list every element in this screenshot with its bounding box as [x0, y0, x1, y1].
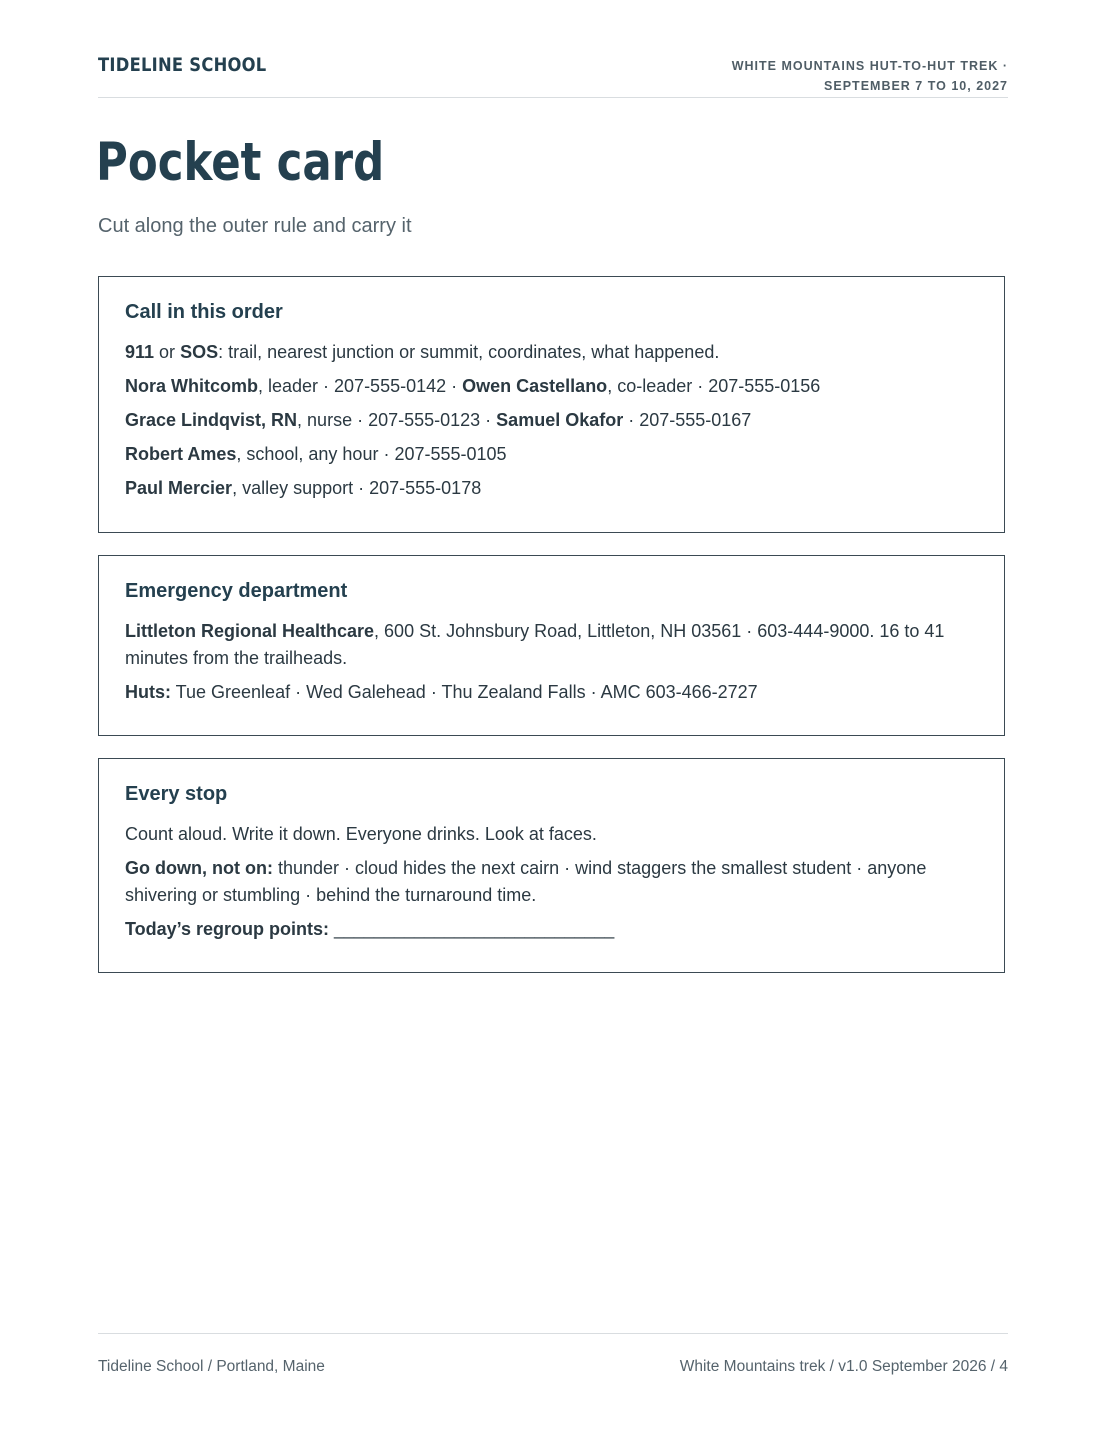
school-brand: TIDELINE SCHOOL	[98, 54, 267, 76]
sos-911: 911	[125, 342, 155, 362]
call-order-card	[98, 276, 1005, 533]
turnaround-rules	[125, 855, 978, 909]
hospital-name: Littleton Regional Healthcare	[125, 621, 375, 641]
regroup-line	[125, 916, 978, 943]
contact-name: Samuel Okafor	[496, 410, 624, 430]
hospital-details: , 600 St. Johnsbury Road, Littleton, NH 03561 · 603-444-9000. 16 to 41 minutes from the trailheads.	[125, 621, 945, 668]
contact-line-medical	[125, 407, 978, 434]
routine-line: Count aloud. Write it down. Everyone drinks. Look at faces.	[125, 824, 597, 844]
page-footer	[98, 1333, 1008, 1375]
contact-name: Robert Ames	[125, 444, 237, 464]
contact-line-leaders	[125, 373, 978, 400]
footer-version: White Mountains trek / v1.0 September 2026 / 4	[679, 1358, 1008, 1375]
huts-details: Tue Greenleaf · Wed Galehead · Thu Zealand Falls · AMC 603-466-2727	[171, 682, 758, 702]
sos-sos: SOS	[180, 342, 219, 362]
contact-separator: ·	[446, 376, 463, 396]
contact-name: Owen Castellano	[462, 376, 608, 396]
emergency-heading: Emergency department	[125, 580, 348, 602]
contact-line-school	[125, 441, 978, 468]
every-stop-heading: Every stop	[125, 783, 228, 805]
call-order-heading: Call in this order	[125, 301, 283, 323]
page-header	[98, 50, 1008, 98]
sos-instructions: : trail, nearest junction or summit, coordinates, what happened.	[218, 342, 720, 362]
contact-details: , nurse · 207-555-0123	[297, 410, 481, 430]
huts-line	[125, 679, 978, 706]
trip-title: WHITE MOUNTAINS HUT-TO-HUT TREK ·	[731, 59, 1008, 73]
trip-dates: SEPTEMBER 7 TO 10, 2027	[824, 79, 1008, 93]
contact-name: Paul Mercier	[125, 478, 233, 498]
contact-details: , school, any hour · 207-555-0105	[236, 444, 507, 464]
contact-details: , leader · 207-555-0142	[258, 376, 447, 396]
trip-info	[732, 56, 1008, 96]
emergency-card	[98, 555, 1005, 736]
turnaround-label: Go down, not on:	[125, 858, 273, 878]
sos-line	[125, 339, 978, 366]
regroup-blank: ____________________________	[329, 919, 615, 939]
contact-details: , valley support · 207-555-0178	[232, 478, 482, 498]
contact-separator: ·	[480, 410, 497, 430]
page-title: Pocket card	[96, 132, 385, 193]
contact-name: Nora Whitcomb	[125, 376, 258, 396]
turnaround-details: thunder · cloud hides the next cairn · wind staggers the smallest student · anyone shivering or stumbling · behind the turnaround time.	[125, 858, 927, 905]
contact-details: , co-leader · 207-555-0156	[607, 376, 821, 396]
sos-or: or	[154, 342, 181, 362]
every-stop-card	[98, 758, 1005, 973]
huts-label: Huts:	[125, 682, 171, 702]
footer-school: Tideline School / Portland, Maine	[98, 1358, 325, 1375]
page-subtitle: Cut along the outer rule and carry it	[98, 215, 412, 237]
hospital-line	[125, 618, 978, 672]
contact-line-valley	[125, 475, 978, 502]
contact-details: · 207-555-0167	[623, 410, 752, 430]
contact-name: Grace Lindqvist, RN	[125, 410, 298, 430]
regroup-label: Today’s regroup points:	[125, 919, 330, 939]
